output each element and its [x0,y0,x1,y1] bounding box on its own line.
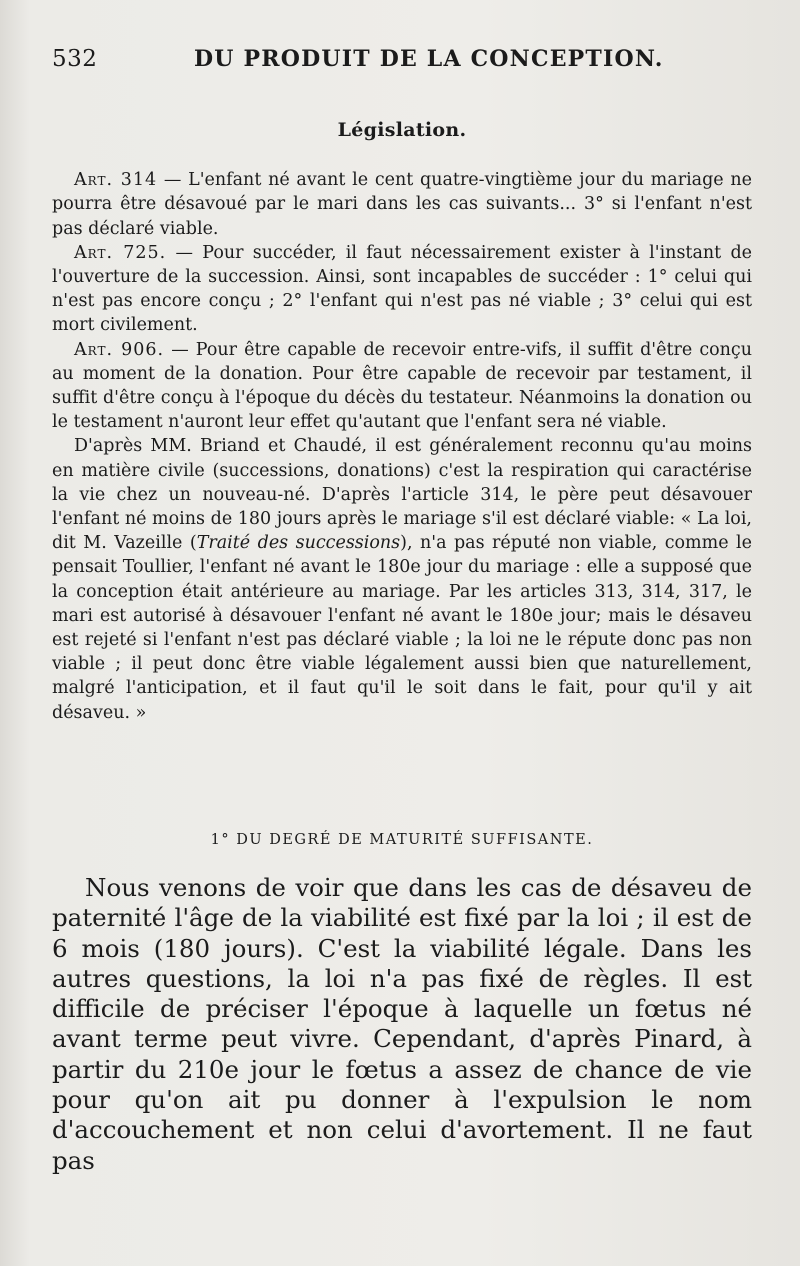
article-906-label: Art. 906. [74,339,165,360]
running-title: DU PRODUIT DE LA CONCEPTION. [194,46,664,72]
legislation-heading: Législation. [337,119,467,141]
page-header [52,44,752,78]
legislation-section [52,118,752,725]
commentary-book-title: Traité des successions [196,533,401,554]
commentary-part-2: ), n'a pas réputé non viable, comme le pensait Toullier, l'enfant né avant le 180e jour du mariage : elle a supposé que la conception était antérieure au mariage. Par les articles 313, 314, 317, le mari est autorisé à désavouer l'enfant né avant le 180e jour; mais le désaveu est rejeté si l'enfant n'est pas déclaré viable ; la loi ne le répute donc pas non viable ; il peut donc être viable légalement aussi bien que naturellement, malgré l'anticipation, et il faut qu'il le soit dans le fait, pour qu'il y ait désaveu. » [52,533,752,723]
article-725 [52,241,752,338]
article-314-text: — L'enfant né avant le cent quatre-vingtième jour du mariage ne pourra être désavoué par le mari dans les cas suivants... 3° si l'enfant n'est pas déclaré viable. [52,170,752,239]
section-heading: 1° DU DEGRÉ DE MATURITÉ SUFFISANTE. [210,832,594,848]
article-906-text: — Pour être capable de recevoir entre-vifs, il suffit d'être conçu au moment de la donation. Pour être capable de recevoir par testament, il suffit d'être conçu à l'époque du décès du testateur. Néanmoins la donation ou le testament n'auront leur effet qu'autant que l'enfant sera né viable. [52,339,752,433]
page-number: 532 [52,46,98,72]
main-text [52,873,752,1176]
article-725-label: Art. 725. [74,242,167,263]
commentary-paragraph [52,434,752,724]
commentary-part-1: D'après MM. Briand et Chaudé, il est généralement reconnu qu'au moins en matière civile (successions, donations) c'est la respiration qui caractérise la vie chez un nouveau-né. D'après l'article 314, le père peut désavouer l'enfant né moins de 180 jours après le mariage s'il est déclaré viable: « La loi, dit M. Vazeille ( [52,436,752,554]
article-314-label: Art. 314 [74,170,158,191]
article-906 [52,338,752,435]
article-314 [52,168,752,241]
article-725-text: — Pour succéder, il faut nécessairement exister à l'instant de l'ouverture de la succession. Ainsi, sont incapables de succéder : 1° celui qui n'est pas encore conçu ; 2° l'enfant qui n'est pas né viable ; 3° celui qui est mort civilement. [52,242,752,336]
main-paragraph: Nous venons de voir que dans les cas de désaveu de paternité l'âge de la viabilité est fixé par la loi ; il est de 6 mois (180 jours). C'est la viabilité légale. Dans les autres questions, la loi n'a pas fixé de règles. Il est difficile de préciser l'époque à laquelle un fœtus né avant terme peut vivre. Cependant, d'après Pinard, à partir du 210e jour le fœtus a assez de chance de vie pour qu'on ait pu donner à l'expulsion le nom d'accouchement et non celui d'avortement. Il ne faut pas [52,873,752,1175]
